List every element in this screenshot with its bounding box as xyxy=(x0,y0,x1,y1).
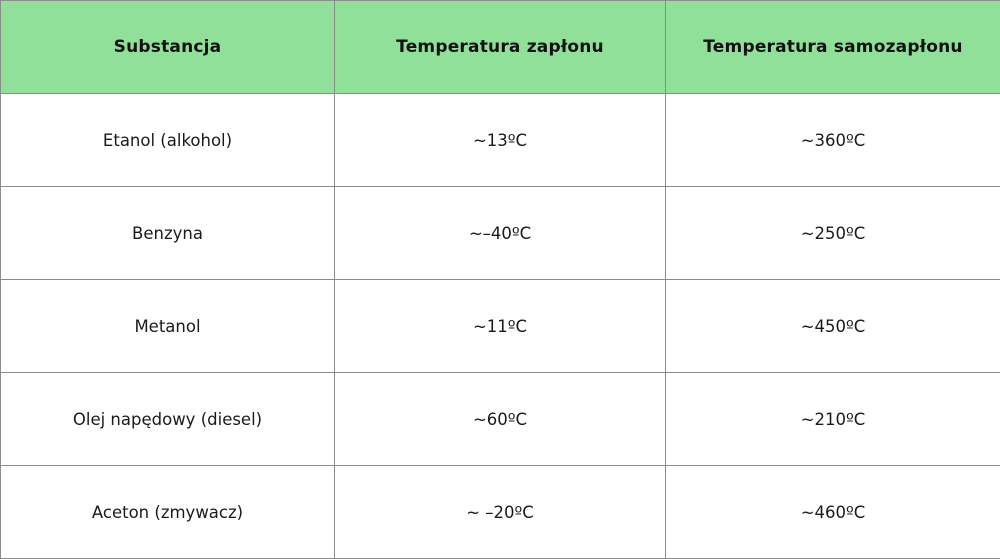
table-row xyxy=(1,466,1000,559)
cell-substance: Olej napędowy (diesel) xyxy=(1,373,335,466)
cell-flash-point: ~60ºC xyxy=(335,373,666,466)
table-body xyxy=(1,94,1000,559)
table-row xyxy=(1,373,1000,466)
cell-autoignition: ~460ºC xyxy=(666,466,1000,559)
cell-autoignition: ~250ºC xyxy=(666,187,1000,280)
cell-autoignition: ~360ºC xyxy=(666,94,1000,187)
cell-autoignition: ~210ºC xyxy=(666,373,1000,466)
cell-flash-point: ~13ºC xyxy=(335,94,666,187)
column-header-autoignition: Temperatura samozapłonu xyxy=(666,1,1000,94)
cell-autoignition: ~450ºC xyxy=(666,280,1000,373)
table-row xyxy=(1,280,1000,373)
cell-substance: Benzyna xyxy=(1,187,335,280)
column-header-substance: Substancja xyxy=(1,1,335,94)
table-row xyxy=(1,94,1000,187)
table-row xyxy=(1,187,1000,280)
cell-flash-point: ~ –20ºC xyxy=(335,466,666,559)
cell-flash-point: ~–40ºC xyxy=(335,187,666,280)
cell-substance: Aceton (zmywacz) xyxy=(1,466,335,559)
table-header-row xyxy=(1,1,1000,94)
table-header xyxy=(1,1,1000,94)
cell-flash-point: ~11ºC xyxy=(335,280,666,373)
cell-substance: Metanol xyxy=(1,280,335,373)
column-header-flash-point: Temperatura zapłonu xyxy=(335,1,666,94)
cell-substance: Etanol (alkohol) xyxy=(1,94,335,187)
